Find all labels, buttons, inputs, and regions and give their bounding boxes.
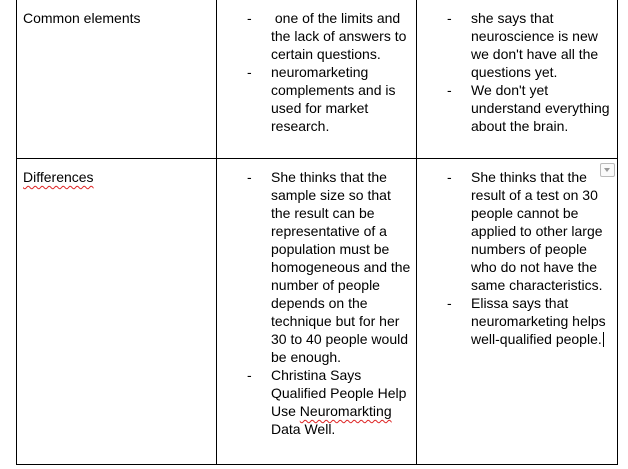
text-cursor	[603, 332, 604, 347]
bullet-dash: -	[447, 169, 452, 185]
table-border-right	[617, 0, 618, 465]
list-item[interactable]: - one of the limits and the lack of answers to certain questions.	[247, 10, 407, 62]
list-item[interactable]: - she says that neuroscience is new we don't have all the questions yet.	[447, 10, 599, 80]
differences-col3-list[interactable]	[447, 168, 616, 348]
table-border-left	[16, 0, 17, 465]
comment-dropdown-icon[interactable]	[600, 163, 615, 177]
list-item[interactable]: - neuromarketing complements and is used for market research.	[247, 64, 396, 134]
bullet-dash: -	[247, 169, 252, 185]
common-col3-list[interactable]	[447, 9, 616, 135]
misspelled-word[interactable]: Neuromarkting	[299, 403, 392, 419]
bullet-dash: -	[447, 10, 452, 26]
table-border-bottom	[16, 464, 618, 465]
bullet-dash: -	[447, 82, 452, 98]
list-item[interactable]: - Elissa says that neuromarketing helps well-qualified people.	[447, 295, 606, 347]
differences-col2-list[interactable]	[247, 168, 413, 438]
row-label-differences[interactable]: Differences	[23, 169, 94, 185]
table-row-divider	[16, 158, 618, 159]
table-border-col2	[216, 0, 217, 465]
bullet-dash: -	[247, 64, 252, 80]
list-item[interactable]: - We don't yet understand everything about the brain.	[447, 82, 610, 134]
common-col2-list[interactable]	[247, 9, 413, 135]
table-border-col3	[416, 0, 417, 465]
bullet-dash: -	[447, 295, 452, 311]
list-item[interactable]: - She thinks that the sample size so that the result can be representative of a population must be homogeneous and the number of people depends on the technique but for her 30 to 40 people would be enough.	[247, 169, 411, 365]
row-label-common[interactable]: Common elements	[23, 10, 141, 26]
list-item[interactable]: - She thinks that the result of a test on 30 people cannot be applied to other large numbers of people who do not have the same characteristics.	[447, 169, 603, 293]
bullet-dash: -	[247, 367, 252, 383]
bullet-dash: -	[247, 10, 252, 26]
list-item[interactable]: - Christina Says Qualified People Help Use Neuromarkting Data Well.	[247, 367, 407, 437]
